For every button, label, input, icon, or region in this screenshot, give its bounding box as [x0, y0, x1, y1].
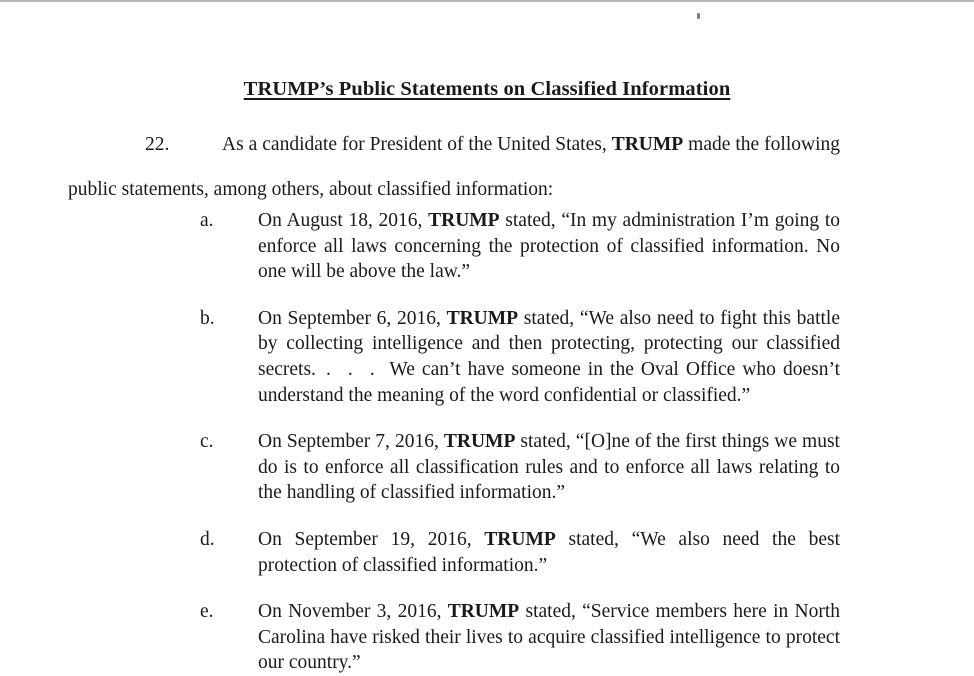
sub-item-intro: On November 3, 2016, [258, 601, 448, 623]
sub-item-b [200, 306, 840, 408]
sub-item-intro: On September 7, 2016, [258, 431, 444, 453]
sub-item-marker: a. [200, 210, 214, 231]
sub-item-bold-name: TRUMP [447, 601, 520, 623]
sub-item-body [258, 527, 840, 578]
sub-item-body [258, 208, 840, 285]
paragraph-bold-name: TRUMP [611, 134, 684, 155]
sub-item-body [258, 599, 840, 676]
sub-item-quote: stated, “In my administration I’m going to enforce all laws concerning the protection of classified information. No one will be above the law.” [258, 210, 840, 283]
sub-item-bold-name: TRUMP [446, 307, 519, 329]
sub-item-e [200, 599, 840, 676]
sub-item-body [258, 306, 840, 408]
numbered-paragraph-22 [68, 122, 840, 212]
sub-item-c [200, 429, 840, 506]
sub-item-intro: On August 18, 2016, [258, 210, 429, 231]
page-title [0, 78, 974, 101]
sub-item-quote-part-2: We can’t have someone in the Oval Office who doesn’t understand the meaning of the word confidential or classified.” [258, 358, 841, 406]
sub-item-marker: e. [200, 601, 214, 623]
lettered-sub-item-list [200, 208, 840, 676]
sub-item-bold-name: TRUMP [443, 431, 516, 453]
quote-ellipsis: . . . [325, 358, 380, 380]
sub-item-quote: stated, “We also need the best protection of classified information.” [258, 528, 840, 576]
sub-item-quote-part-1: stated, “We also need to fight this battle by collecting intelligence and then protecting, protecting our classified secrets. [258, 307, 840, 380]
sub-item-body [258, 429, 840, 506]
sub-item-intro: On September 19, 2016, [258, 528, 485, 550]
paragraph-text-after-name: made the following public statements, among others, about classified information: [68, 134, 841, 200]
sub-item-a [200, 208, 840, 285]
sub-item-marker: b. [200, 307, 215, 329]
sub-item-marker: c. [200, 431, 214, 453]
page-title-text: TRUMP’s Public Statements on Classified Information [243, 78, 731, 100]
sub-item-bold-name: TRUMP [428, 210, 500, 231]
paragraph-number: 22. [145, 134, 170, 155]
sub-item-intro: On September 6, 2016, [258, 307, 447, 329]
sub-item-quote: stated, “[O]ne of the first things we must do is to enforce all classification rules and to enforce all laws relating to the handling of classified information.” [258, 431, 840, 504]
sub-item-quote: stated, “Service members here in North Carolina have risked their lives to acquire classified intelligence to protect our country.” [258, 601, 841, 674]
paragraph-text-before-name: As a candidate for President of the United States, [222, 134, 612, 155]
sub-item-d [200, 527, 840, 578]
sub-item-marker: d. [200, 528, 215, 550]
sub-item-bold-name: TRUMP [484, 528, 556, 550]
